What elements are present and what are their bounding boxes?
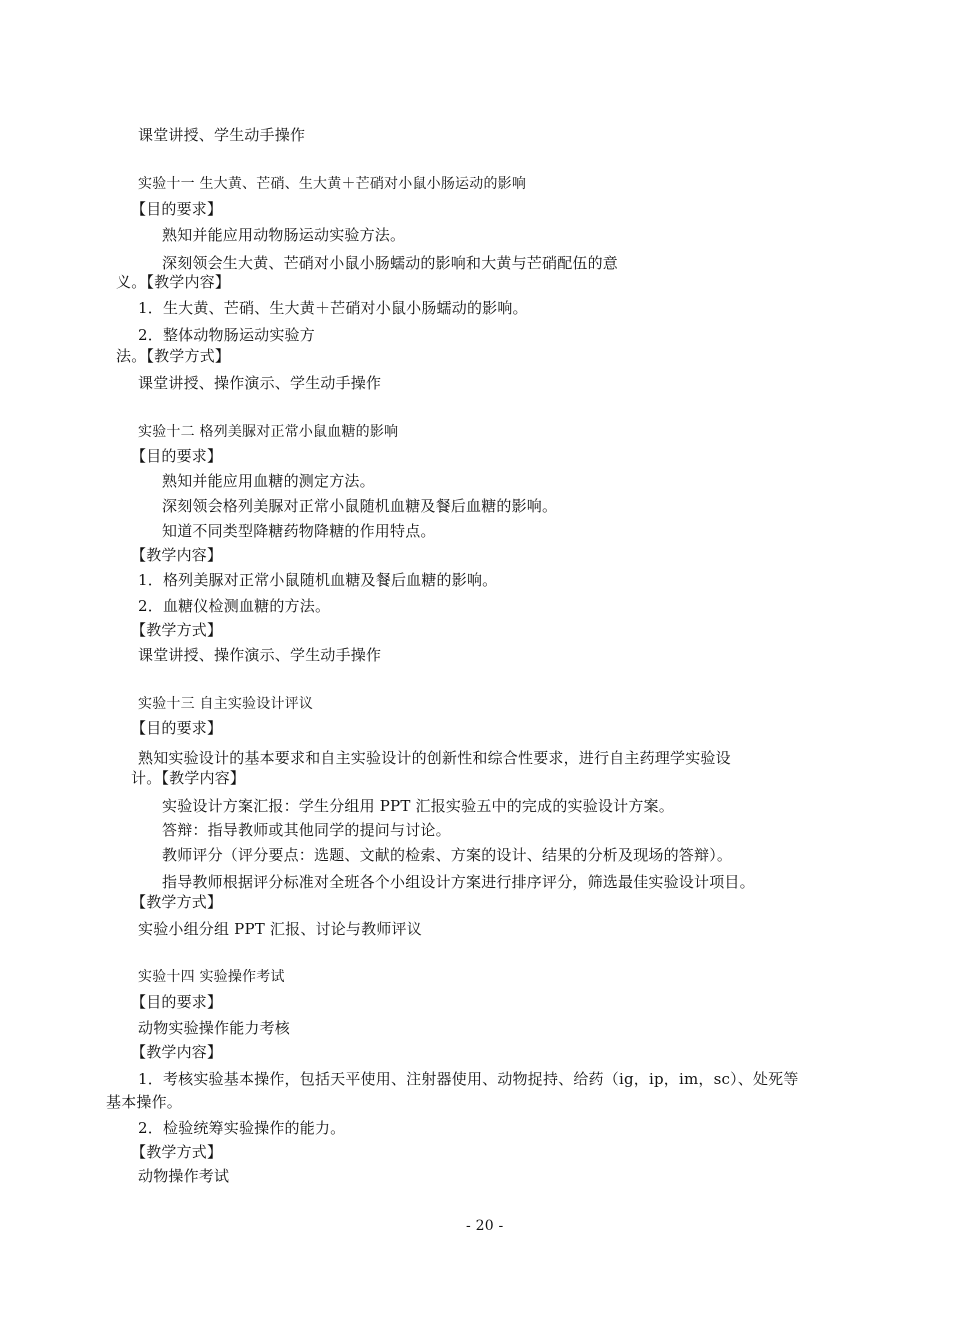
exp12-heading-content: 【教学内容】 — [131, 546, 223, 564]
exp11-goal-2: 深刻领会生大黄、芒硝对小鼠小肠蠕动的影响和大黄与芒硝配伍的意 — [162, 254, 619, 272]
exp13-title: 实验十三 自主实验设计评议 — [138, 696, 314, 712]
exp12-content-2: 2．血糖仪检测血糖的方法。 — [138, 597, 331, 615]
exp13-teaching-method: 实验小组分组 PPT 汇报、讨论与教师评议 — [138, 920, 422, 938]
exp14-content-1-cont: 基本操作。 — [106, 1093, 183, 1111]
exp14-heading-method: 【教学方式】 — [131, 1143, 223, 1161]
exp12-heading-goal: 【目的要求】 — [131, 447, 223, 465]
exp11-teaching-method: 课堂讲授、操作演示、学生动手操作 — [138, 374, 382, 392]
exp13-heading-goal: 【目的要求】 — [131, 719, 223, 737]
exp14-teaching-method: 动物操作考试 — [138, 1167, 230, 1185]
exp13-heading-method: 【教学方式】 — [131, 893, 223, 911]
exp11-title: 实验十一 生大黄、芒硝、生大黄＋芒硝对小鼠小肠运动的影响 — [138, 176, 527, 192]
exp13-content-2: 答辩：指导教师或其他同学的提问与讨论。 — [162, 821, 451, 839]
exp12-goal-3: 知道不同类型降糖药物降糖的作用特点。 — [162, 522, 436, 540]
exp14-heading-goal: 【目的要求】 — [131, 993, 223, 1011]
exp13-goal-1-cont: 计。【教学内容】 — [131, 769, 246, 787]
exp12-heading-method: 【教学方式】 — [131, 621, 223, 639]
exp14-heading-content: 【教学内容】 — [131, 1043, 223, 1061]
exp11-content-2-cont: 法。【教学方式】 — [116, 347, 231, 365]
exp12-title: 实验十二 格列美脲对正常小鼠血糖的影响 — [138, 424, 399, 440]
exp12-content-1: 1．格列美脲对正常小鼠随机血糖及餐后血糖的影响。 — [138, 571, 498, 589]
exp11-content-2: 2．整体动物肠运动实验方 — [138, 326, 315, 344]
exp14-goal-1: 动物实验操作能力考核 — [138, 1019, 291, 1037]
page-number: - 20 - — [466, 1218, 504, 1234]
exp14-title: 实验十四 实验操作考试 — [138, 969, 285, 985]
exp11-content-1: 1．生大黄、芒硝、生大黄＋芒硝对小鼠小肠蠕动的影响。 — [138, 299, 528, 317]
exp11-heading-goal: 【目的要求】 — [131, 200, 223, 218]
intro-teaching-method: 课堂讲授、学生动手操作 — [138, 126, 306, 144]
exp14-content-1: 1．考核实验基本操作，包括天平使用、注射器使用、动物捉持、给药（ig，ip，im，sc）、处死等 — [138, 1070, 799, 1088]
exp14-content-2: 2．检验统筹实验操作的能力。 — [138, 1119, 346, 1137]
exp11-goal-2-cont: 义。【教学内容】 — [116, 273, 231, 291]
exp12-goal-2: 深刻领会格列美脲对正常小鼠随机血糖及餐后血糖的影响。 — [162, 497, 558, 515]
exp12-teaching-method: 课堂讲授、操作演示、学生动手操作 — [138, 646, 382, 664]
exp12-goal-1: 熟知并能应用血糖的测定方法。 — [162, 472, 375, 490]
exp13-content-4: 指导教师根据评分标准对全班各个小组设计方案进行排序评分，筛选最佳实验设计项目。 — [162, 873, 755, 891]
exp13-content-3: 教师评分（评分要点：选题、文献的检索、方案的设计、结果的分析及现场的答辩）。 — [162, 846, 733, 864]
exp13-content-1: 实验设计方案汇报：学生分组用 PPT 汇报实验五中的完成的实验设计方案。 — [162, 797, 674, 815]
exp13-goal-1: 熟知实验设计的基本要求和自主实验设计的创新性和综合性要求，进行自主药理学实验设 — [138, 749, 731, 767]
exp11-goal-1: 熟知并能应用动物肠运动实验方法。 — [162, 226, 406, 244]
